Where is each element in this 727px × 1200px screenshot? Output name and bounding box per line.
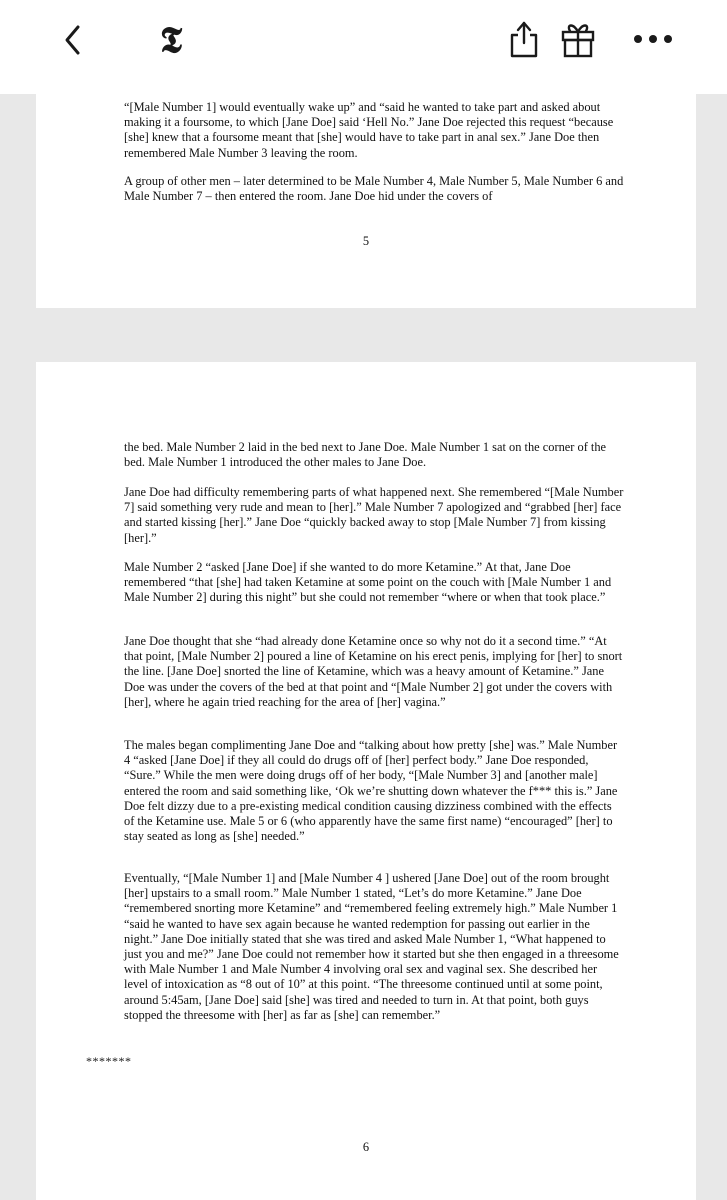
paragraph: the bed. Male Number 2 laid in the bed next to Jane Doe. Male Number 1 sat on the corner of the bed. Male Number 1 introduced the other males to Jane Doe. — [124, 440, 607, 470]
document-page-5 — [36, 94, 696, 308]
paragraph: Male Number 2 “asked [Jane Doe] if she wanted to do more Ketamine.” At that, Jane Doe remembered “that [she] had taken Ketamine at some point on the couch with [Male Number 1 and Male Number 2] during this night” but she could not remember “where or when that took place.” — [124, 560, 612, 605]
share-button[interactable] — [506, 18, 542, 60]
gift-button[interactable] — [558, 18, 598, 60]
page-number: 5 — [362, 234, 370, 248]
page-number: 6 — [362, 1140, 370, 1154]
paragraph: Jane Doe had difficulty remembering parts of what happened next. She remembered “[Male Number 7] said something very rude and mean to [her].” Male Number 7 apologized and “grabbed [her] face and started kissing [her].” Jane Doe “quickly backed away to stop [Male Number 7] from kissing [her].” — [124, 485, 624, 545]
share-icon — [507, 19, 541, 59]
more-icon — [632, 33, 674, 45]
paragraph: Jane Doe thought that she “had already done Ketamine once so why not do it a second time.” “At that point, [Male Number 2] poured a line of Ketamine on his erect penis, implying for [her] to snort the line. [Jane Doe] snorted the line of Ketamine, which was a heavy amount of Ketamine.” Jane Doe was under the covers of the bed at that point and “[Male Number 2] got under the covers with [her], where he again tried reaching for the area of [her] vagina.” — [124, 634, 623, 709]
paragraph: A group of other men – later determined to be Male Number 4, Male Number 5, Male Number 6 and Male Number 7 – then entered the room. Jane Doe hid under the covers of — [124, 174, 624, 204]
top-toolbar — [0, 0, 727, 94]
gift-icon — [559, 19, 597, 59]
back-button[interactable] — [58, 22, 88, 58]
more-button[interactable] — [630, 22, 676, 56]
nyt-logo[interactable]: 𝕿 — [159, 19, 183, 61]
paragraph: Eventually, “[Male Number 1] and [Male Number 4 ] ushered [Jane Doe] out of the room brought [her] upstairs to a small room.” Male Number 1 stated, “Let’s do more Ketamine.” Jane Doe “remembered snorting more Ketamine” and “remembered feeling extremely high.” Male Number 1 “said he wanted to have sex again because he wanted redemption for passing out earlier in the night.” Jane Doe initially stated that she was tired and asked Male Number 1, “What happened to just you and me?” Jane Doe could not remember how it started but she then engaged in a threesome with Male Number 1 and Male Number 4 involving oral sex and vaginal sex. She described her level of intoxication as “8 out of 10” at this point. “The threesome continued until at some point, around 5:45am, [Jane Doe] said [she] was tired and needed to turn in. At that point, both guys stopped the threesome with [her] as far as [she] can remember.” — [124, 871, 619, 1022]
paragraph: The males began complimenting Jane Doe and “talking about how pretty [she] was.” Male Number 4 “asked [Jane Doe] if they all could do drugs off of [her] perfect body.” Jane Doe responded, “Sure.” While the men were doing drugs off of her body, “[Male Number 3] and [another male] entered the room and said something like, ‘Ok we’re shutting down whatever the f*** this is.” Jane Doe felt dizzy due to a pre-existing medical condition causing dizziness combined with the effects of the Ketamine use. Male 5 or 6 (who apparently have the same first name) “encouraged” [her] to stay seated as long as [she] needed.” — [124, 738, 618, 844]
document-page-6 — [36, 362, 696, 1200]
paragraph: “[Male Number 1] would eventually wake up” and “said he wanted to take part and asked about making it a foursome, to which [Jane Doe] said ‘Hell No.” Jane Doe rejected this request “because [she] knew that a foursome meant that [she] would have to take part in anal sex.” Jane Doe then remembered Male Number 3 leaving the room. — [124, 100, 614, 160]
chevron-left-icon — [63, 24, 83, 56]
section-separator: ******* — [86, 1054, 132, 1068]
